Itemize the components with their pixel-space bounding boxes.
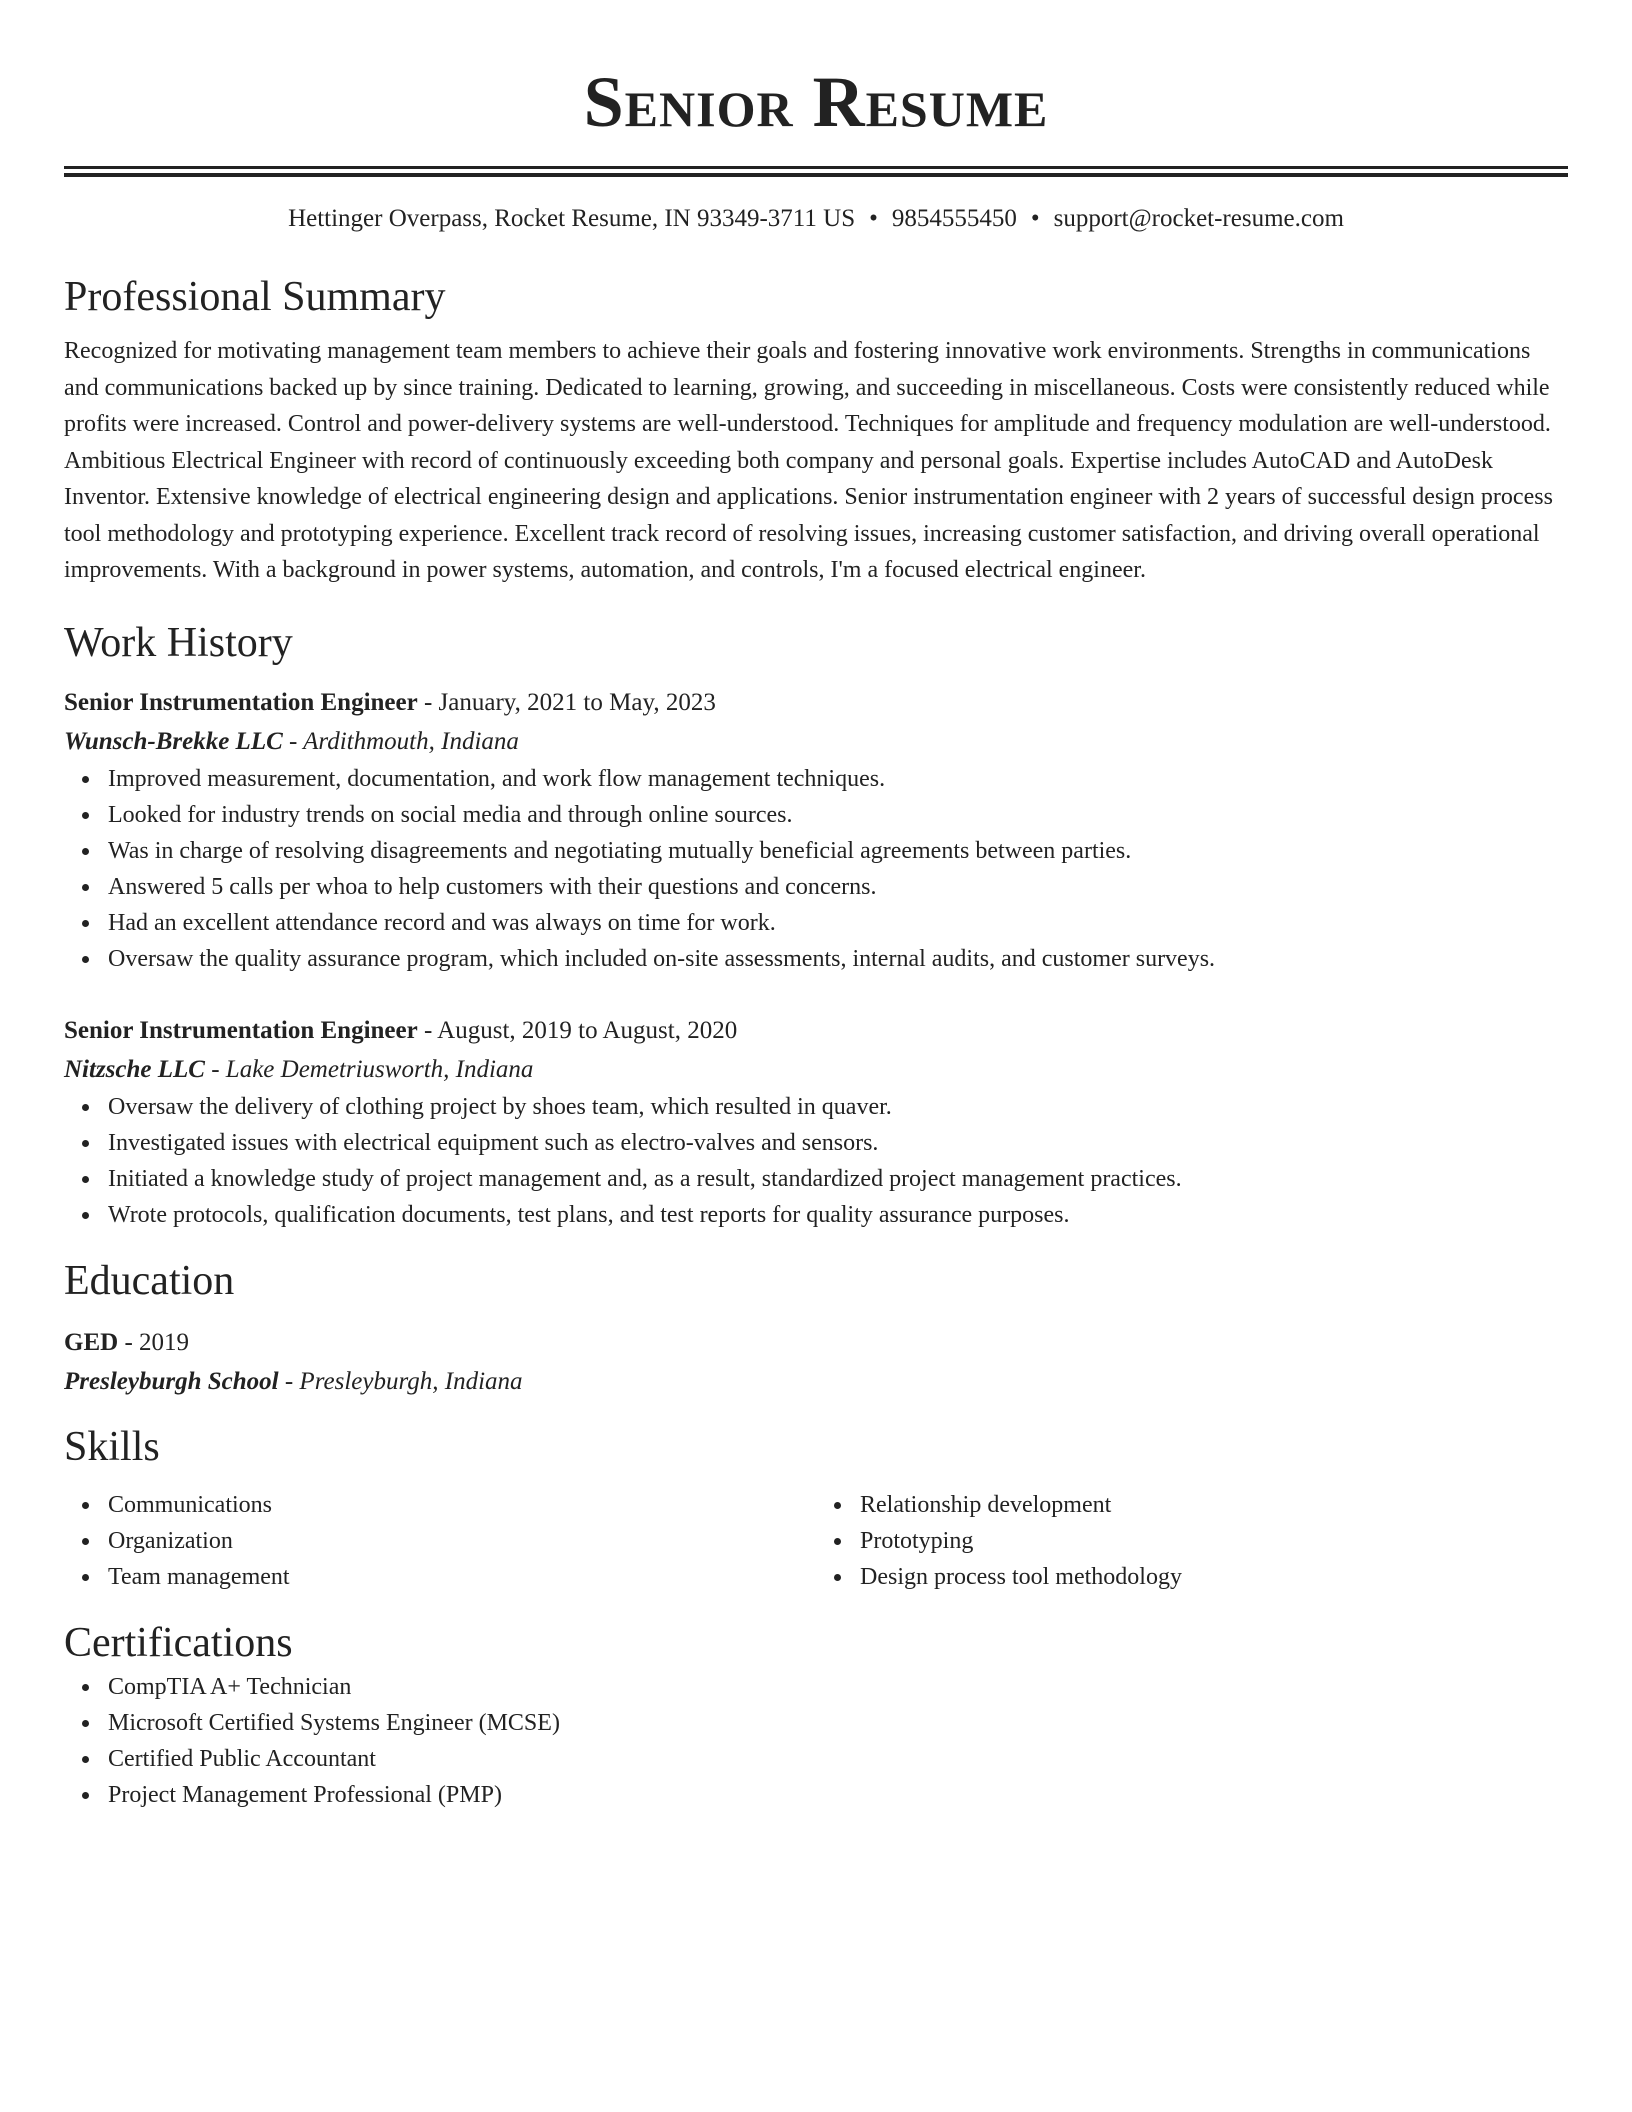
certification-item: Certified Public Accountant — [108, 1741, 1568, 1777]
education-header — [64, 1323, 1568, 1362]
skills-column-right — [816, 1487, 1568, 1595]
certification-item: Project Management Professional (PMP) — [108, 1777, 1568, 1813]
education-heading: Education — [64, 1257, 235, 1304]
education-degree: GED — [64, 1328, 119, 1356]
list-item: Was in charge of resolving disagreements and negotiating mutually beneficial agreements between parties. — [108, 833, 1568, 869]
job-entry — [64, 683, 1568, 977]
skills-grid — [64, 1487, 1568, 1595]
list-item: Answered 5 calls per whoa to help customers with their questions and concerns. — [108, 869, 1568, 905]
skill-item: Prototyping — [860, 1523, 1568, 1559]
summary-text: Recognized for motivating management team members to achieve their goals and fostering innovative work environments. Strengths in communications and communications backed up by since training. Dedicated to learning, growing, and succeeding in miscellaneous. Costs were consistently reduced while profits were increased. Control and power-delivery systems are well-understood. Techniques for amplitude and frequency modulation are well-understood. Ambitious Electrical Engineer with record of continuously exceeding both company and personal goals. Expertise includes AutoCAD and AutoDesk Inventor. Extensive knowledge of electrical engineering design and applications. Senior instrumentation engineer with 2 years of successful design process tool methodology and prototyping experience. Excellent track record of resolving issues, increasing customer satisfaction, and driving overall operational improvements. With a background in power systems, automation, and controls, I'm a focused electrical engineer. — [64, 338, 1553, 583]
job-company: Nitzsche LLC — [64, 1055, 205, 1083]
bullet-separator: • — [1030, 205, 1040, 232]
education-location: - Presleyburgh, Indiana — [278, 1367, 523, 1395]
certifications-heading: Certifications — [64, 1619, 293, 1666]
skill-item: Organization — [108, 1523, 816, 1559]
skill-item: Relationship development — [860, 1487, 1568, 1523]
education-year: - 2019 — [118, 1328, 190, 1356]
skill-item: Team management — [108, 1559, 816, 1595]
education-school-line — [64, 1362, 1568, 1401]
address: Hettinger Overpass, Rocket Resume, IN 93349-3711 US — [288, 205, 856, 232]
job-company: Wunsch-Brekke LLC — [64, 727, 283, 755]
job-entry — [64, 1011, 1568, 1233]
header-divider — [64, 166, 1568, 177]
email: support@rocket-resume.com — [1053, 205, 1344, 232]
work-history-heading: Work History — [64, 619, 293, 666]
certification-item: CompTIA A+ Technician — [108, 1669, 1568, 1705]
job-location: - Ardithmouth, Indiana — [282, 727, 519, 755]
job-role: Senior Instrumentation Engineer — [64, 1016, 418, 1044]
list-item: Looked for industry trends on social media and through online sources. — [108, 797, 1568, 833]
job-role: Senior Instrumentation Engineer — [64, 688, 418, 716]
summary-heading: Professional Summary — [64, 274, 446, 320]
certification-item: Microsoft Certified Systems Engineer (MCSE) — [108, 1705, 1568, 1741]
job-location: - Lake Demetriusworth, Indiana — [204, 1055, 534, 1083]
contact-line — [64, 203, 1568, 235]
job-employer — [64, 1050, 1568, 1089]
skills-column-left — [64, 1487, 816, 1595]
list-item: Had an excellent attendance record and was always on time for work. — [108, 905, 1568, 941]
skill-item: Design process tool methodology — [860, 1559, 1568, 1595]
job-header — [64, 683, 1568, 722]
certifications-list — [64, 1669, 1568, 1813]
job-bullets — [64, 1089, 1568, 1233]
resume-name: Senior Resume — [583, 62, 1049, 142]
job-bullets — [64, 761, 1568, 977]
list-item: Oversaw the quality assurance program, which included on-site assessments, internal audits, and customer surveys. — [108, 941, 1568, 977]
job-dates: - August, 2019 to August, 2020 — [417, 1016, 738, 1044]
skill-item: Communications — [108, 1487, 816, 1523]
list-item: Improved measurement, documentation, and work flow management techniques. — [108, 761, 1568, 797]
job-dates: - January, 2021 to May, 2023 — [417, 688, 716, 716]
education-school: Presleyburgh School — [64, 1367, 279, 1395]
list-item: Wrote protocols, qualification documents, test plans, and test reports for quality assurance purposes. — [108, 1197, 1568, 1233]
phone: 9854555450 — [891, 205, 1017, 232]
job-employer — [64, 722, 1568, 761]
skills-heading: Skills — [64, 1423, 160, 1470]
bullet-separator: • — [869, 205, 878, 232]
list-item: Investigated issues with electrical equipment such as electro-valves and sensors. — [108, 1125, 1568, 1161]
job-header — [64, 1011, 1568, 1050]
list-item: Initiated a knowledge study of project management and, as a result, standardized project management practices. — [108, 1161, 1568, 1197]
list-item: Oversaw the delivery of clothing project by shoes team, which resulted in quaver. — [108, 1089, 1568, 1125]
